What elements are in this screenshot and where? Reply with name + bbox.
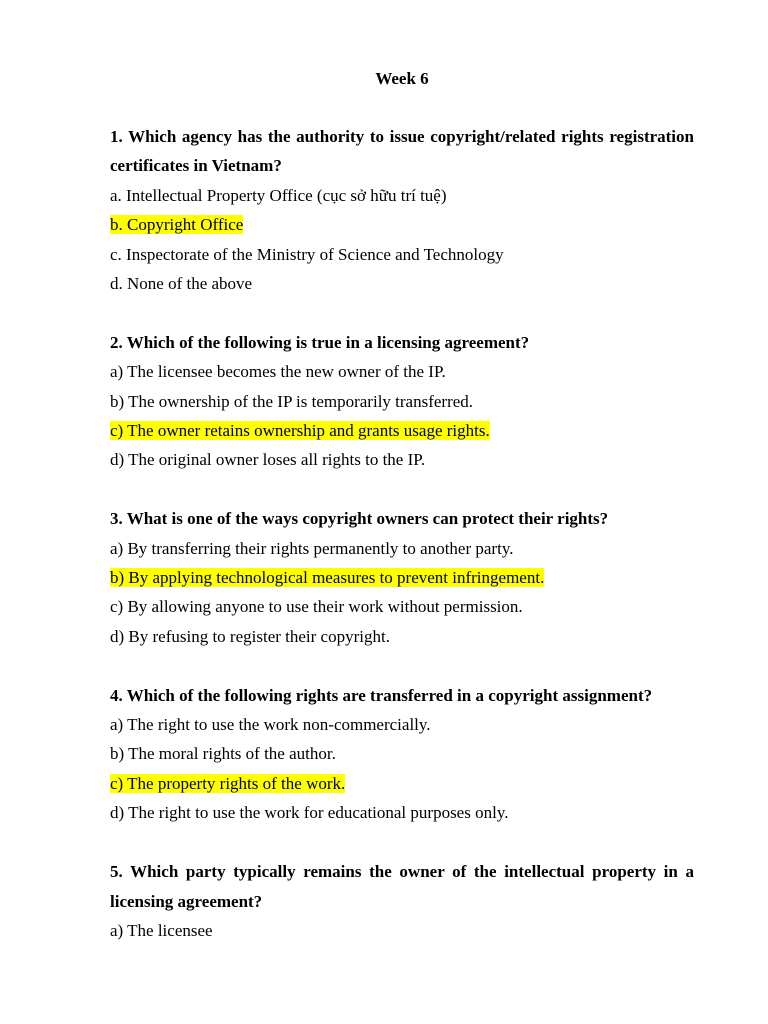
answer-option bbox=[110, 798, 694, 827]
option-label: b) The moral rights of the author. bbox=[110, 744, 336, 764]
option-label: a) By transferring their rights permanently to another party. bbox=[110, 538, 514, 558]
answer-option bbox=[110, 622, 694, 651]
answer-option bbox=[110, 916, 694, 945]
option-label: c) The property rights of the work. bbox=[110, 773, 346, 793]
spacer bbox=[110, 475, 694, 504]
spacer bbox=[110, 651, 694, 680]
answer-option-highlighted bbox=[110, 563, 694, 592]
spacer bbox=[110, 828, 694, 857]
answer-option bbox=[110, 387, 694, 416]
answer-option-highlighted bbox=[110, 416, 694, 445]
answer-option-highlighted bbox=[110, 210, 694, 239]
option-label: b) The ownership of the IP is temporarily transferred. bbox=[110, 391, 474, 411]
page-title: Week 6 bbox=[375, 69, 429, 88]
answer-option bbox=[110, 592, 694, 621]
answer-option bbox=[110, 739, 694, 768]
option-label: c) By allowing anyone to use their work without permission. bbox=[110, 597, 523, 617]
answer-option bbox=[110, 269, 694, 298]
option-label: a) The right to use the work non-commercially. bbox=[110, 715, 431, 735]
question-block bbox=[110, 681, 694, 828]
question-text: 2. Which of the following is true in a licensing agreement? bbox=[110, 332, 530, 352]
option-label: d) By refusing to register their copyright. bbox=[110, 626, 390, 646]
question-block bbox=[110, 504, 694, 651]
answer-option bbox=[110, 445, 694, 474]
option-label: a. Intellectual Property Office (cục sở hữu trí tuệ) bbox=[110, 185, 447, 205]
question-text: 5. Which party typically remains the owner of the intellectual property in a licensing agreement? bbox=[110, 862, 694, 911]
question-text: 4. Which of the following rights are transferred in a copyright assignment? bbox=[110, 685, 653, 705]
option-label: a) The licensee bbox=[110, 920, 213, 940]
spacer bbox=[110, 298, 694, 327]
answer-option bbox=[110, 710, 694, 739]
option-label: d. None of the above bbox=[110, 274, 253, 294]
option-label: c) The owner retains ownership and grants usage rights. bbox=[110, 421, 490, 441]
answer-option-highlighted bbox=[110, 769, 694, 798]
question-list bbox=[110, 122, 694, 945]
question-text: 3. What is one of the ways copyright owners can protect their rights? bbox=[110, 509, 609, 529]
option-label: a) The licensee becomes the new owner of the IP. bbox=[110, 362, 446, 382]
option-label: c. Inspectorate of the Ministry of Science and Technology bbox=[110, 244, 504, 264]
answer-option bbox=[110, 534, 694, 563]
question-text: 1. Which agency has the authority to issue copyright/related rights registration certificates in Vietnam? bbox=[110, 127, 694, 176]
answer-option bbox=[110, 357, 694, 386]
question-block bbox=[110, 857, 694, 945]
answer-option bbox=[110, 240, 694, 269]
option-label: d) The right to use the work for educational purposes only. bbox=[110, 803, 509, 823]
option-label: b. Copyright Office bbox=[110, 215, 244, 235]
option-label: d) The original owner loses all rights to the IP. bbox=[110, 450, 426, 470]
option-label: b) By applying technological measures to prevent infringement. bbox=[110, 568, 545, 588]
question-block bbox=[110, 328, 694, 475]
answer-option bbox=[110, 181, 694, 210]
question-block bbox=[110, 122, 694, 298]
